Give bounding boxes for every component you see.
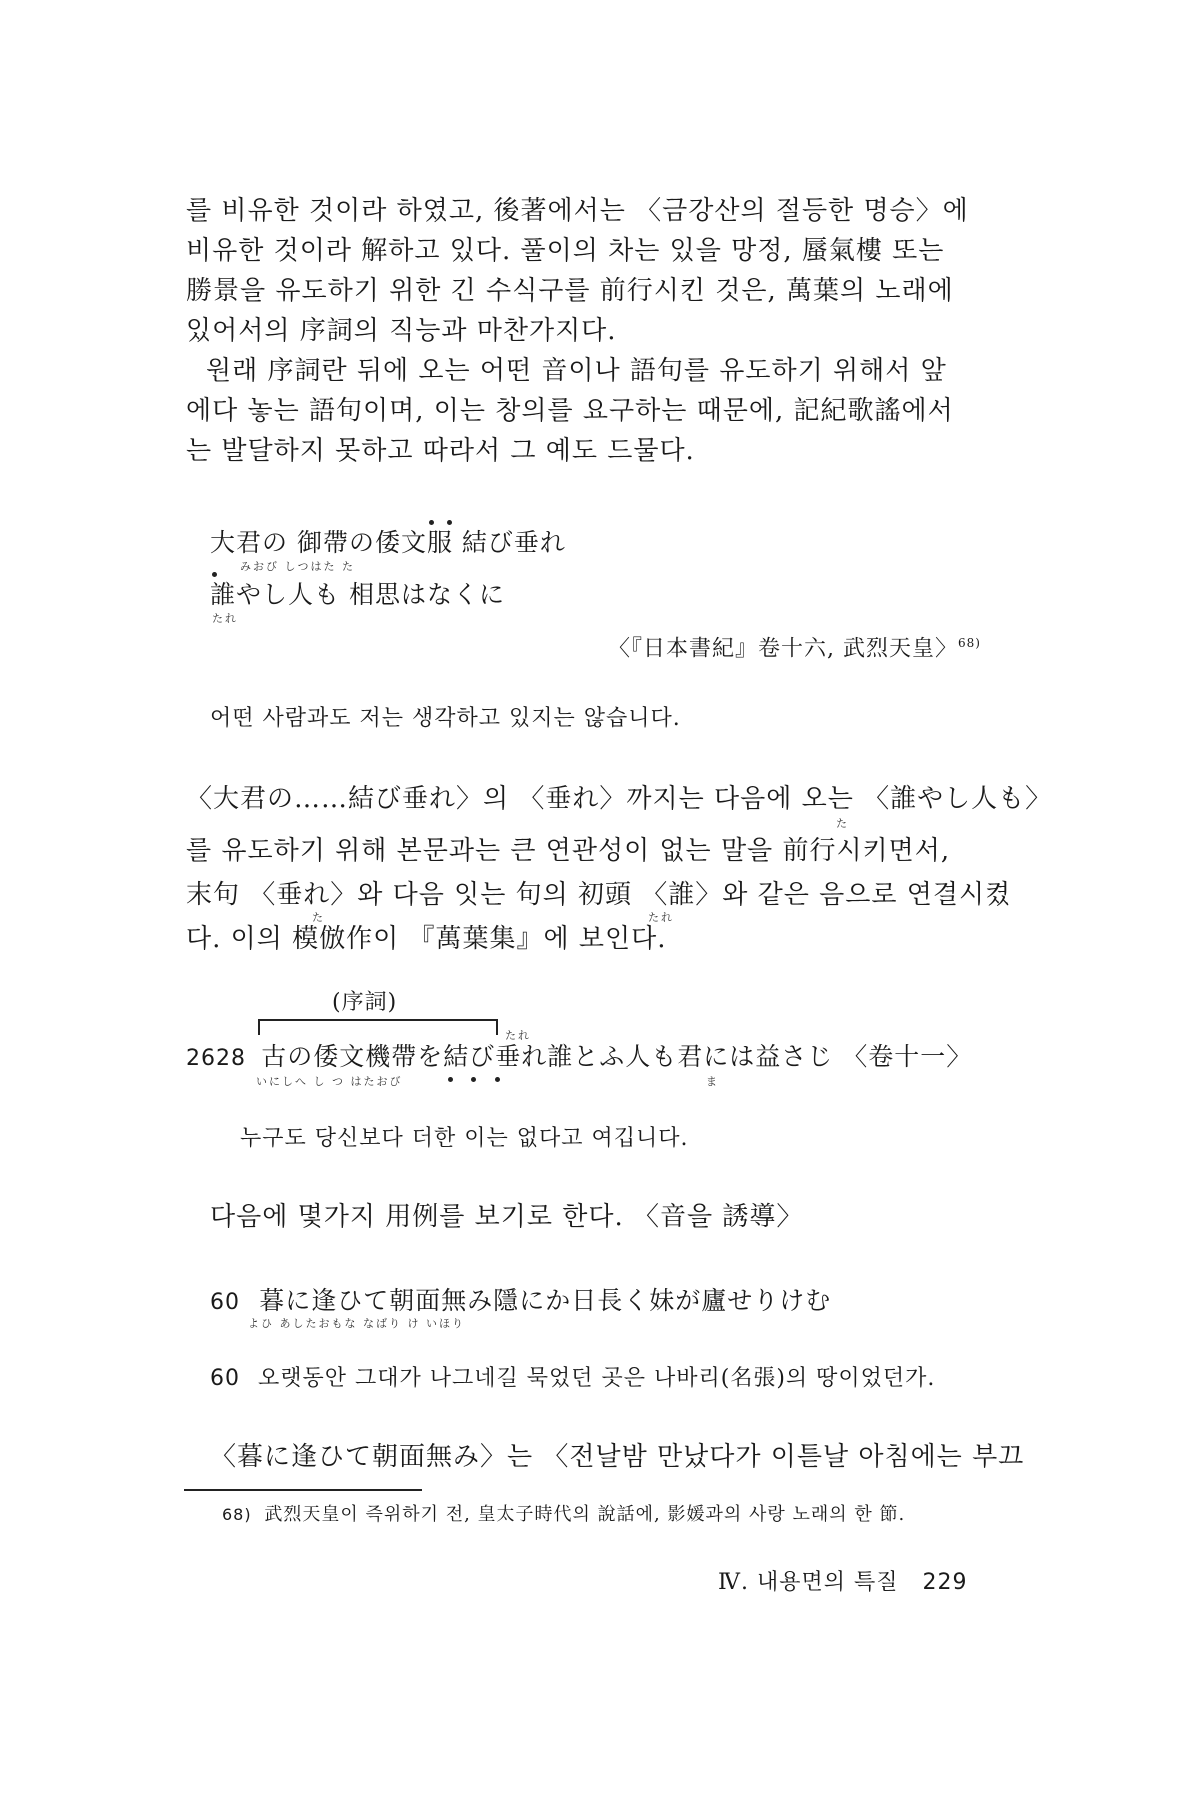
text-line: 에다 놓는 語句이며, 이는 창의를 요구하는 때문에, 記紀歌謠에서 (186, 396, 954, 426)
text-line: 있어서의 序詞의 직능과 마찬가지다. (186, 316, 617, 346)
text-line: 末句 〈垂れ〉와 다음 잇는 句의 初頭 〈誰〉와 같은 음으로 연결시켰 (186, 880, 1012, 910)
translation-line (210, 1362, 935, 1396)
preface-bracket (258, 1019, 498, 1035)
text-line: 원래 序詞란 뒤에 오는 어떤 音이나 語句를 유도하기 위해서 앞 (206, 356, 947, 386)
poem-line (186, 1040, 972, 1076)
poem-number: 2628 (186, 1046, 246, 1071)
ruby-text: た (836, 817, 849, 830)
running-footer (718, 1566, 967, 1600)
section-title: Ⅳ. 내용면의 특질 (718, 1570, 899, 1595)
poem-ruby: よひ あしたおもな なばり け いほり (248, 1317, 465, 1330)
text-line: 비유한 것이라 解하고 있다. 풀이의 차는 있을 망정, 蜃氣樓 또는 (186, 236, 945, 266)
emphasis-dot (495, 1077, 500, 1082)
text-line: 를 유도하기 위해 본문과는 큰 연관성이 없는 말을 前行시키면서, (186, 836, 951, 866)
poem-ruby: ま (706, 1075, 719, 1088)
translation-line: 어떤 사람과도 저는 생각하고 있지는 않습니다. (210, 706, 681, 731)
text-line: 〈暮に逢ひて朝面無み〉는 〈전날밤 만났다가 이튿날 아침에는 부끄 (210, 1442, 1025, 1472)
bracket-label: (序詞) (332, 990, 398, 1015)
ruby-text: た (312, 911, 325, 924)
translation-number: 60 (210, 1366, 240, 1391)
poem-text: 暮に逢ひて朝面無み隱にか日長く妹が廬せりけむ (259, 1286, 832, 1315)
poem-source-text: 〈『日本書紀』卷十六, 武烈天皇〉 (608, 636, 958, 662)
text-line: 를 비유한 것이라 하였고, 後著에서는 〈금강산의 절등한 명승〉에 (186, 196, 969, 226)
poem-line: 誰やし人も 相思はなくに (210, 580, 505, 609)
translation-line: 누구도 당신보다 더한 이는 없다고 여깁니다. (240, 1126, 689, 1151)
page-number: 229 (922, 1570, 968, 1595)
poem-source (608, 626, 981, 666)
text-line: 勝景을 유도하기 위한 긴 수식구를 前行시킨 것은, 萬葉의 노래에 (186, 276, 954, 306)
poem-ruby: いにしへ し つ はたおび (256, 1075, 403, 1088)
poem-ruby: たれ (212, 612, 238, 625)
footnote-rule (184, 1489, 422, 1491)
text-line: 〈大君の……結び垂れ〉의 〈垂れ〉까지는 다음에 오는 〈誰やし人も〉 (186, 784, 1053, 814)
emphasis-dot (447, 520, 452, 525)
footnote-mark: 68) (222, 1505, 252, 1524)
footnote-text: 武烈天皇이 즉위하기 전, 皇太子時代의 說話에, 影媛과의 사랑 노래의 한 節. (264, 1504, 906, 1525)
footnote-ref: 68) (958, 636, 981, 650)
poem-line: 大君の 御帶の倭文服 結び垂れ (210, 528, 566, 557)
emphasis-dot (429, 520, 434, 525)
poem-text: 古の倭文機帶を結び垂れ誰とふ人も君には益さじ 〈卷十一〉 (261, 1042, 973, 1071)
ruby-text: たれ (648, 911, 674, 924)
footnote (222, 1498, 905, 1532)
translation-text: 오랫동안 그대가 나그네길 묵었던 곳은 나바리(名張)의 땅이었던가. (258, 1366, 936, 1391)
text-line: 다음에 몇가지 用例를 보기로 한다. 〈音을 誘導〉 (210, 1202, 804, 1232)
poem-line (210, 1284, 831, 1320)
text-line: 다. 이의 模倣作이 『萬葉集』에 보인다. (186, 924, 667, 954)
text-line: 는 발달하지 못하고 따라서 그 예도 드물다. (186, 436, 695, 466)
emphasis-dot (212, 572, 217, 577)
emphasis-dot (448, 1077, 453, 1082)
poem-number: 60 (210, 1290, 240, 1315)
poem-ruby: たれ (505, 1029, 531, 1042)
poem-ruby: みおび しつはた た (240, 560, 355, 573)
emphasis-dot (471, 1077, 476, 1082)
